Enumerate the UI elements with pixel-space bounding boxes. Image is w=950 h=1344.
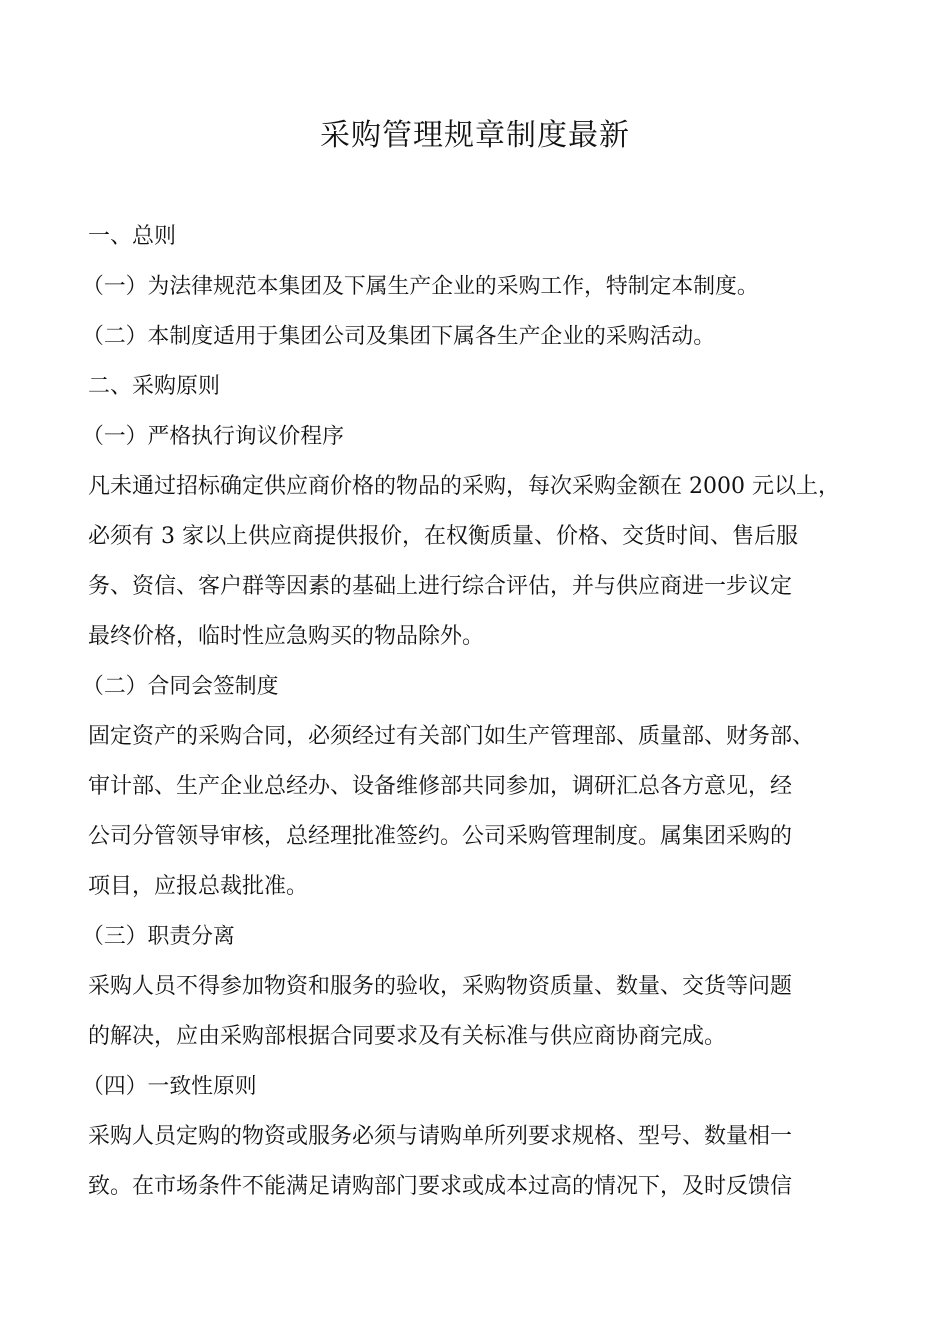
clause: （一）为法律规范本集团及下属生产企业的采购工作，特制定本制度。 [82,274,759,299]
section-heading: 一、总则 [88,224,177,249]
section-heading: 二、采购原则 [88,374,221,399]
subsection-heading: （三）职责分离 [82,924,235,949]
paragraph-line: 审计部、生产企业总经办、设备维修部共同参加，调研汇总各方意见，经 [88,774,793,799]
clause: （二）本制度适用于集团公司及集团下属各生产企业的采购活动。 [82,324,716,349]
paragraph-line: 采购人员不得参加物资和服务的验收，采购物资质量、数量、交货等问题 [88,974,793,999]
document-body [82,212,888,1212]
paragraph-line: 最终价格，临时性应急购买的物品除外。 [88,624,485,649]
paragraph-line: 致。在市场条件不能满足请购部门要求或成本过高的情况下，及时反馈信 [88,1174,793,1199]
paragraph-line: 公司分管领导审核，总经理批准签约。公司采购管理制度。属集团采购的 [88,824,793,849]
paragraph-line: 务、资信、客户群等因素的基础上进行综合评估，并与供应商进一步议定 [88,574,793,599]
subsection-heading: （一）严格执行询议价程序 [82,424,344,449]
paragraph-line: 的解决，应由采购部根据合同要求及有关标准与供应商协商完成。 [88,1024,727,1049]
paragraph-line: 固定资产的采购合同，必须经过有关部门如生产管理部、质量部、财务部、 [88,724,815,749]
page-title: 采购管理规章制度最新 [320,118,630,153]
subsection-heading: （四）一致性原则 [82,1074,257,1099]
paragraph-line: 采购人员定购的物资或服务必须与请购单所列要求规格、型号、数量相一 [88,1124,793,1149]
paragraph-line: 必须有 3 家以上供应商提供报价，在权衡质量、价格、交货时间、售后服 [88,524,798,549]
subsection-heading: （二）合同会签制度 [82,674,279,699]
paragraph-line: 凡未通过招标确定供应商价格的物品的采购，每次采购金额在 2000 元以上， [88,474,840,499]
paragraph-line: 项目，应报总裁批准。 [88,874,309,899]
